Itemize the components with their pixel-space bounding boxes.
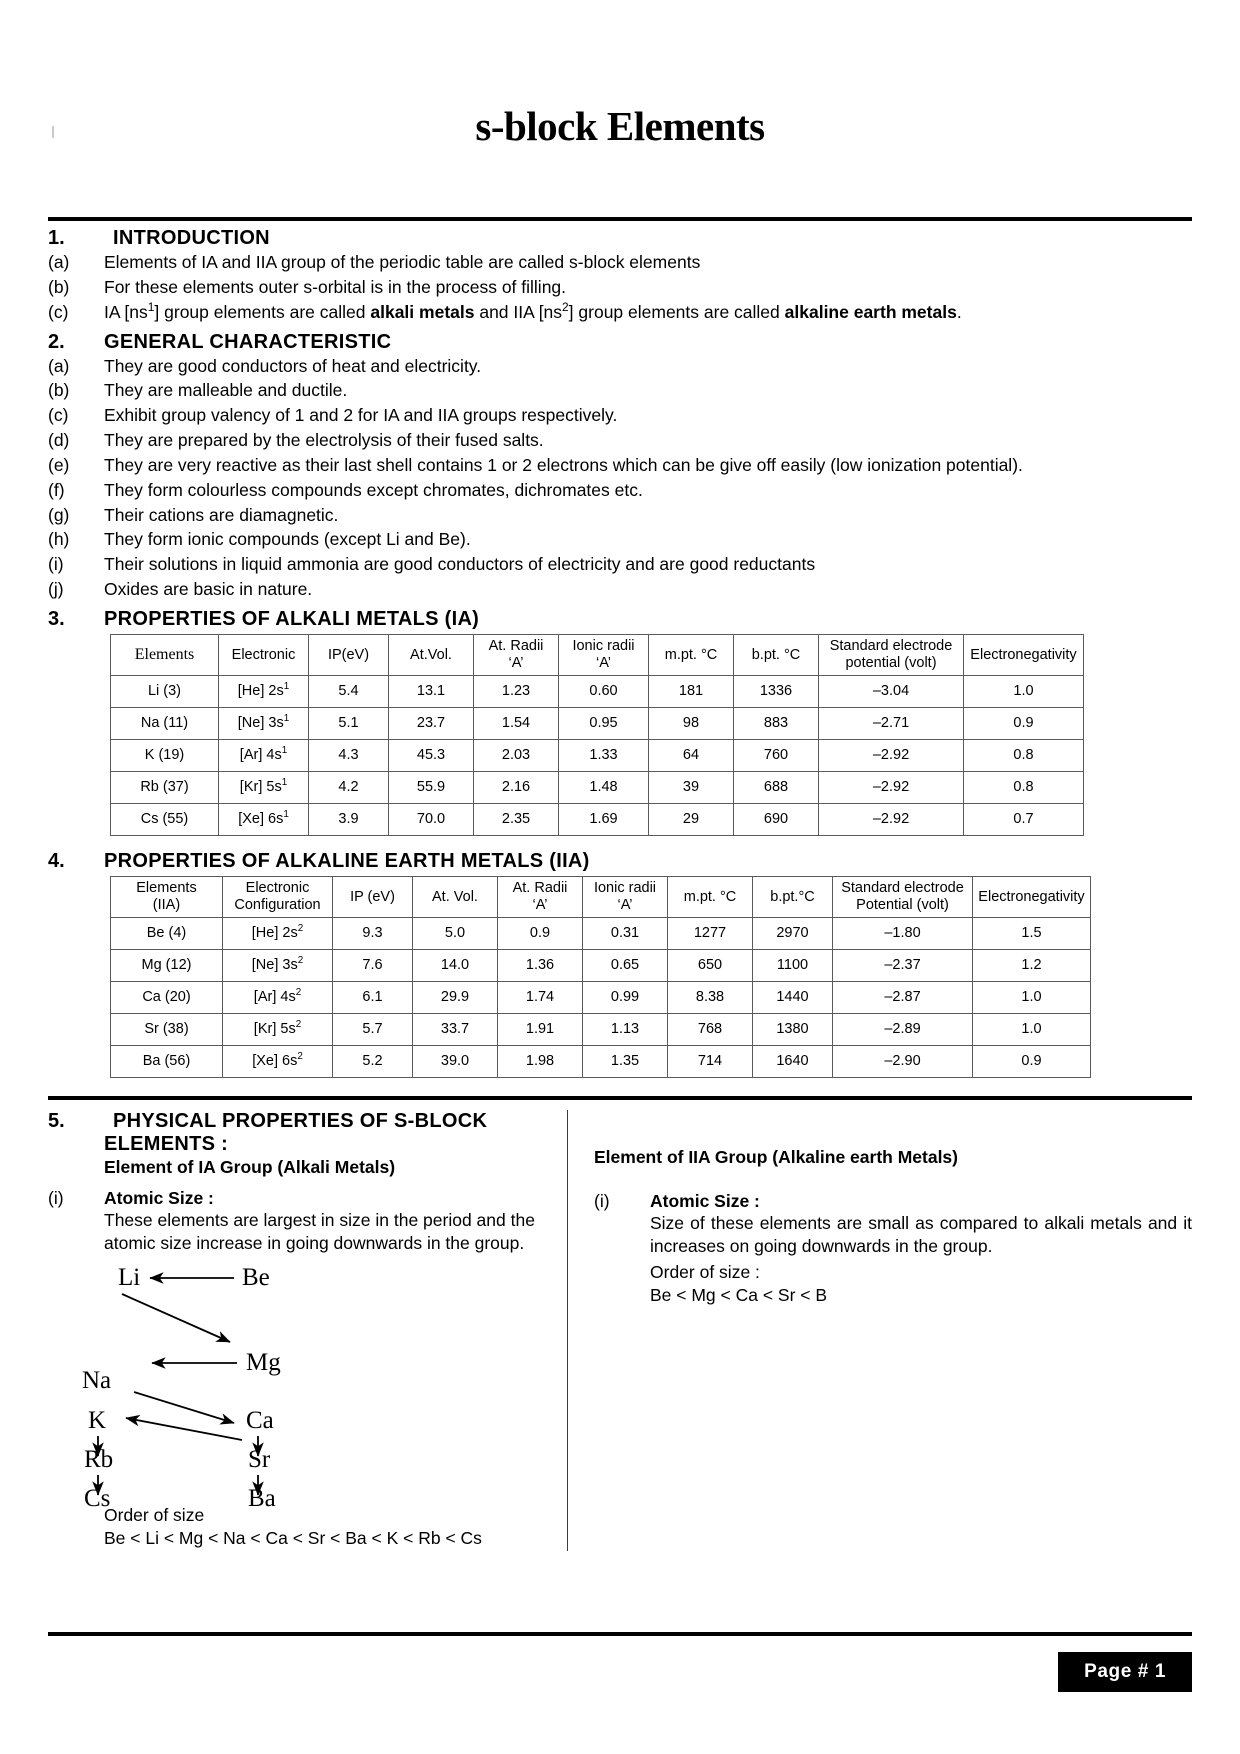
col-header-electronegativity: Electronegativity xyxy=(973,877,1091,918)
cell-electronegativity: 0.8 xyxy=(964,772,1084,804)
footer-divider xyxy=(48,1632,1192,1636)
list-item-text: They are good conductors of heat and electricity. xyxy=(104,355,482,376)
cell-melting-point: 29 xyxy=(649,804,734,836)
label-mg: Mg xyxy=(246,1348,281,1376)
table-body xyxy=(111,918,1091,1078)
list-item-text: Their solutions in liquid ammonia are good conductors of electricity and are good reductants xyxy=(104,554,816,575)
col-header-atomic-volume: At.Vol. xyxy=(389,634,474,675)
list-item-marker: (b) xyxy=(48,276,70,297)
cell-element: Ba (56) xyxy=(111,1046,223,1078)
cell-atomic-volume: 29.9 xyxy=(413,982,498,1014)
table-row xyxy=(111,950,1091,982)
config-base: [Xe] 6s xyxy=(238,811,284,828)
cell-electronegativity: 0.7 xyxy=(964,804,1084,836)
text-part: ] group elements are called xyxy=(568,301,785,322)
alkali-table-wrapper xyxy=(48,634,1192,836)
table-row xyxy=(111,804,1084,836)
cell-ionic-radii: 1.35 xyxy=(583,1046,668,1078)
list-item xyxy=(48,250,1192,275)
cell-melting-point: 1277 xyxy=(668,918,753,950)
header-line2: Configuration xyxy=(234,897,321,914)
list-item xyxy=(48,478,1192,503)
arrow-ca-to-k xyxy=(126,1418,242,1440)
list-item xyxy=(48,378,1192,403)
cell-element: Li (3) xyxy=(111,676,219,708)
list-item-text: They form ionic compounds (except Li and Be). xyxy=(104,529,471,550)
cell-ionic-radii: 1.13 xyxy=(583,1014,668,1046)
cell-electronic-configuration xyxy=(223,918,333,950)
table-alkaline-earth-metals xyxy=(110,876,1091,1078)
list-item-marker: (e) xyxy=(48,454,70,475)
cell-electronegativity: 1.2 xyxy=(973,950,1091,982)
cell-element: Mg (12) xyxy=(111,950,223,982)
cell-element: K (19) xyxy=(111,740,219,772)
cell-atomic-radii: 1.54 xyxy=(474,708,559,740)
cell-ip: 5.7 xyxy=(333,1014,413,1046)
list-item-marker: (h) xyxy=(48,529,70,550)
cell-ip: 9.3 xyxy=(333,918,413,950)
cell-ip: 4.2 xyxy=(309,772,389,804)
text-part: . xyxy=(956,301,962,322)
cell-ip: 3.9 xyxy=(309,804,389,836)
superscript: 1 xyxy=(147,299,155,314)
order-label: Order of size : xyxy=(650,1261,760,1282)
section-number: 4. xyxy=(48,850,65,873)
header-line1: Standard electrode xyxy=(829,637,953,654)
page-number-badge: Page # 1 xyxy=(1058,1652,1192,1692)
table-header-row xyxy=(111,634,1084,675)
header-line1: At. Radii xyxy=(512,880,568,897)
header-line1: Electronic xyxy=(245,880,310,897)
config-superscript: 1 xyxy=(281,777,288,789)
list-item xyxy=(48,354,1192,379)
item-marker: (i) xyxy=(48,1188,64,1209)
cell-ionic-radii: 1.69 xyxy=(559,804,649,836)
cell-standard-electrode-potential: –2.71 xyxy=(819,708,964,740)
cell-ionic-radii: 1.33 xyxy=(559,740,649,772)
cell-melting-point: 650 xyxy=(668,950,753,982)
cell-boiling-point: 690 xyxy=(734,804,819,836)
config-superscript: 2 xyxy=(297,955,304,967)
label-rb: Rb xyxy=(84,1445,114,1473)
label-ba: Ba xyxy=(248,1484,276,1512)
text-part: IA [ns xyxy=(104,301,148,322)
cell-boiling-point: 1380 xyxy=(753,1014,833,1046)
cell-electronic-configuration xyxy=(223,950,333,982)
list-item-marker: (i) xyxy=(48,554,64,575)
cell-atomic-volume: 23.7 xyxy=(389,708,474,740)
list-item-marker: (j) xyxy=(48,579,64,600)
physical-properties-right-column xyxy=(568,1110,1192,1551)
cell-element: Be (4) xyxy=(111,918,223,950)
item-paragraph: Size of these elements are small as compared to alkali metals and it increases on going downwards in the group. xyxy=(650,1213,1192,1257)
cell-atomic-radii: 1.98 xyxy=(498,1046,583,1078)
cell-atomic-radii: 2.16 xyxy=(474,772,559,804)
cell-standard-electrode-potential: –2.87 xyxy=(833,982,973,1014)
ia-group-heading: Element of IA Group (Alkali Metals) xyxy=(104,1157,396,1178)
config-superscript: 2 xyxy=(297,1051,303,1063)
col-header-elements xyxy=(111,877,223,918)
cell-electronegativity: 1.0 xyxy=(973,1014,1091,1046)
text-part: ] group elements are called xyxy=(154,301,371,322)
arrow-li-to-mg xyxy=(122,1294,230,1342)
cell-boiling-point: 688 xyxy=(734,772,819,804)
item-title: Atomic Size : xyxy=(104,1188,214,1209)
bold-term-alkali-metals: alkali metals xyxy=(370,301,475,322)
col-header-melting-point: m.pt. °C xyxy=(649,634,734,675)
cell-atomic-radii: 1.91 xyxy=(498,1014,583,1046)
list-item-marker: (c) xyxy=(48,301,69,322)
atomic-size-item-iia xyxy=(594,1191,1192,1308)
diagram-arrows xyxy=(98,1278,258,1495)
config-base: [Ne] 3s xyxy=(237,715,284,732)
cell-atomic-radii: 1.36 xyxy=(498,950,583,982)
item-body xyxy=(650,1191,1192,1308)
section-title: PROPERTIES OF ALKALI METALS (IA) xyxy=(104,607,480,630)
table-row xyxy=(111,772,1084,804)
section-title-line2: ELEMENTS : xyxy=(104,1133,229,1156)
header-line1: Standard electrode xyxy=(841,880,964,897)
diagonal-relationship-svg xyxy=(82,1260,522,1512)
list-item-marker: (f) xyxy=(48,479,65,500)
cell-ip: 5.4 xyxy=(309,676,389,708)
cell-atomic-volume: 5.0 xyxy=(413,918,498,950)
section-number: 3. xyxy=(48,607,65,630)
list-item-marker: (c) xyxy=(48,405,69,426)
cell-element: Sr (38) xyxy=(111,1014,223,1046)
diagram-labels xyxy=(82,1264,281,1512)
cell-electronegativity: 1.0 xyxy=(964,676,1084,708)
list-item xyxy=(48,527,1192,552)
cell-electronic-configuration xyxy=(219,740,309,772)
header-line2: ‘A’ xyxy=(595,655,612,672)
cell-ionic-radii: 0.95 xyxy=(559,708,649,740)
col-header-boiling-point: b.pt. °C xyxy=(734,634,819,675)
label-be: Be xyxy=(242,1263,270,1291)
label-na: Na xyxy=(82,1366,112,1394)
cell-electronic-configuration xyxy=(219,676,309,708)
cell-element: Rb (37) xyxy=(111,772,219,804)
cell-melting-point: 181 xyxy=(649,676,734,708)
col-header-melting-point: m.pt. °C xyxy=(668,877,753,918)
general-characteristic-list xyxy=(48,354,1192,602)
header-line2: ‘A’ xyxy=(617,897,633,914)
list-item xyxy=(48,503,1192,528)
label-sr: Sr xyxy=(248,1445,271,1473)
cell-standard-electrode-potential: –1.80 xyxy=(833,918,973,950)
config-superscript: 1 xyxy=(283,809,289,821)
config-superscript: 2 xyxy=(295,987,302,999)
col-header-elements: Elements xyxy=(111,634,219,675)
page-artifact-mark xyxy=(52,126,54,138)
config-base: [Ar] 4s xyxy=(253,989,296,1006)
col-header-ionic-radii xyxy=(559,634,649,675)
list-item-text: They are very reactive as their last shell contains 1 or 2 electrons which can be give off easily (low ionization potential). xyxy=(104,454,1023,475)
label-li: Li xyxy=(118,1263,141,1291)
cell-boiling-point: 2970 xyxy=(753,918,833,950)
item-paragraph: These elements are largest in size in the period and the atomic size increase in going downwards in the group. xyxy=(104,1210,535,1254)
config-superscript: 2 xyxy=(295,1019,302,1031)
cell-atomic-volume: 13.1 xyxy=(389,676,474,708)
list-item-text: For these elements outer s-orbital is in the process of filling. xyxy=(104,276,567,297)
cell-melting-point: 714 xyxy=(668,1046,753,1078)
list-item xyxy=(48,577,1192,602)
cell-standard-electrode-potential: –2.92 xyxy=(819,740,964,772)
cell-element: Ca (20) xyxy=(111,982,223,1014)
cell-boiling-point: 1336 xyxy=(734,676,819,708)
iia-group-heading: Element of IIA Group (Alkaline earth Metals) xyxy=(594,1147,958,1168)
cell-atomic-volume: 55.9 xyxy=(389,772,474,804)
cell-electronic-configuration xyxy=(223,1014,333,1046)
cell-atomic-volume: 33.7 xyxy=(413,1014,498,1046)
header-line1: Ionic radii xyxy=(593,880,657,897)
label-k: K xyxy=(88,1406,107,1434)
cell-electronic-configuration xyxy=(223,1046,333,1078)
cell-standard-electrode-potential: –2.92 xyxy=(819,772,964,804)
atomic-size-item-ia xyxy=(48,1188,553,1256)
cell-melting-point: 98 xyxy=(649,708,734,740)
label-ca: Ca xyxy=(246,1406,274,1434)
cell-ip: 7.6 xyxy=(333,950,413,982)
order-of-size-ia xyxy=(48,1504,553,1551)
table-row xyxy=(111,740,1084,772)
list-item-marker: (g) xyxy=(48,504,70,525)
col-header-atomic-volume: At. Vol. xyxy=(413,877,498,918)
cell-ip: 5.2 xyxy=(333,1046,413,1078)
section-title: GENERAL CHARACTERISTIC xyxy=(104,330,392,353)
cell-ionic-radii: 1.48 xyxy=(559,772,649,804)
list-item-text: Oxides are basic in nature. xyxy=(104,579,313,600)
list-item-marker: (a) xyxy=(48,355,70,376)
config-base: [He] 2s xyxy=(251,925,298,942)
header-line1: At. Radii xyxy=(488,637,544,654)
bold-term-alkaline-earth-metals: alkaline earth metals xyxy=(784,301,957,322)
col-header-ionic-radii xyxy=(583,877,668,918)
cell-boiling-point: 1440 xyxy=(753,982,833,1014)
cell-element: Na (11) xyxy=(111,708,219,740)
section-heading-general-characteristic xyxy=(48,331,1192,354)
cell-electronegativity: 1.5 xyxy=(973,918,1091,950)
cell-atomic-radii: 2.03 xyxy=(474,740,559,772)
cell-boiling-point: 1640 xyxy=(753,1046,833,1078)
table-alkali-metals xyxy=(110,634,1084,836)
cell-standard-electrode-potential: –3.04 xyxy=(819,676,964,708)
section5-divider xyxy=(48,1096,1192,1100)
list-item-text: They are prepared by the electrolysis of their fused salts. xyxy=(104,430,544,451)
order-label: Order of size xyxy=(104,1504,205,1525)
list-item xyxy=(48,453,1192,478)
col-header-boiling-point: b.pt.°C xyxy=(753,877,833,918)
cell-atomic-volume: 70.0 xyxy=(389,804,474,836)
header-line1: Ionic radii xyxy=(572,637,635,654)
cell-electronegativity: 0.9 xyxy=(973,1046,1091,1078)
table-row xyxy=(111,1014,1091,1046)
label-cs: Cs xyxy=(84,1484,111,1512)
col-header-standard-electrode-potential xyxy=(819,634,964,675)
list-item-text: They form colourless compounds except chromates, dichromates etc. xyxy=(104,479,643,500)
section-title-line1: PHYSICAL PROPERTIES OF S-BLOCK xyxy=(113,1110,488,1133)
cell-atomic-volume: 45.3 xyxy=(389,740,474,772)
cell-element: Cs (55) xyxy=(111,804,219,836)
cell-atomic-radii: 1.74 xyxy=(498,982,583,1014)
arrow-na-to-ca xyxy=(134,1392,234,1423)
cell-electronic-configuration xyxy=(223,982,333,1014)
item-marker: (i) xyxy=(594,1191,610,1212)
cell-standard-electrode-potential: –2.89 xyxy=(833,1014,973,1046)
cell-electronegativity: 1.0 xyxy=(973,982,1091,1014)
item-title: Atomic Size : xyxy=(650,1191,760,1212)
cell-melting-point: 64 xyxy=(649,740,734,772)
cell-melting-point: 8.38 xyxy=(668,982,753,1014)
header-line2: (IIA) xyxy=(152,897,181,914)
list-item-marker: (d) xyxy=(48,430,70,451)
cell-boiling-point: 883 xyxy=(734,708,819,740)
superscript: 2 xyxy=(562,299,569,314)
header-line2: ‘A’ xyxy=(508,655,524,672)
list-item xyxy=(48,552,1192,577)
col-header-atomic-radii xyxy=(474,634,559,675)
atomic-size-diagram-ia xyxy=(82,1260,553,1512)
table-row xyxy=(111,676,1084,708)
cell-electronegativity: 0.8 xyxy=(964,740,1084,772)
section-heading-introduction xyxy=(48,227,1192,250)
cell-atomic-volume: 14.0 xyxy=(413,950,498,982)
section-number: 5. xyxy=(48,1110,65,1133)
section-heading-physical-properties xyxy=(48,1110,553,1133)
alkaline-table-wrapper xyxy=(48,876,1192,1078)
page-title: s-block Elements xyxy=(475,103,765,149)
cell-melting-point: 768 xyxy=(668,1014,753,1046)
cell-standard-electrode-potential: –2.37 xyxy=(833,950,973,982)
col-header-ip: IP (eV) xyxy=(333,877,413,918)
section-number: 2. xyxy=(48,330,65,353)
cell-atomic-radii: 1.23 xyxy=(474,676,559,708)
config-superscript: 2 xyxy=(297,923,304,935)
list-item-marker: (a) xyxy=(48,252,70,272)
physical-properties-left-column xyxy=(48,1110,568,1551)
cell-ionic-radii: 0.31 xyxy=(583,918,668,950)
cell-boiling-point: 760 xyxy=(734,740,819,772)
config-base: [Kr] 5s xyxy=(253,1021,296,1038)
list-item-text: Exhibit group valency of 1 and 2 for IA and IIA groups respectively. xyxy=(104,405,618,426)
col-header-ip: IP(eV) xyxy=(309,634,389,675)
list-item xyxy=(48,403,1192,428)
config-base: [Xe] 6s xyxy=(252,1053,298,1070)
col-header-electronegativity: Electronegativity xyxy=(964,634,1084,675)
header-line2: potential (volt) xyxy=(845,655,937,672)
cell-atomic-radii: 0.9 xyxy=(498,918,583,950)
cell-electronic-configuration xyxy=(219,772,309,804)
section-title: PROPERTIES OF ALKALINE EARTH METALS (IIA) xyxy=(104,850,590,873)
table-row xyxy=(111,1046,1091,1078)
cell-ionic-radii: 0.65 xyxy=(583,950,668,982)
text-part: and IIA [ns xyxy=(474,301,563,322)
table-row xyxy=(111,982,1091,1014)
table-row xyxy=(111,708,1084,740)
list-item-text-rich xyxy=(104,300,1192,325)
header-line2: Potential (volt) xyxy=(856,897,949,914)
col-header-atomic-radii xyxy=(498,877,583,918)
config-base: [Ar] 4s xyxy=(239,747,282,764)
header-line1: Elements xyxy=(136,880,197,897)
top-divider xyxy=(48,217,1192,221)
cell-electronegativity: 0.9 xyxy=(964,708,1084,740)
config-superscript: 1 xyxy=(283,681,290,693)
table-header-row xyxy=(111,877,1091,918)
list-item xyxy=(48,275,1192,300)
cell-melting-point: 39 xyxy=(649,772,734,804)
section-heading-alkali-properties xyxy=(48,608,1192,631)
col-header-electronic: Electronic xyxy=(219,634,309,675)
section-title: INTRODUCTION xyxy=(113,227,270,249)
cell-ip: 6.1 xyxy=(333,982,413,1014)
cell-ip: 5.1 xyxy=(309,708,389,740)
cell-boiling-point: 1100 xyxy=(753,950,833,982)
col-header-electronic-configuration xyxy=(223,877,333,918)
cell-electronic-configuration xyxy=(219,804,309,836)
config-superscript: 1 xyxy=(281,745,288,757)
cell-electronic-configuration xyxy=(219,708,309,740)
cell-atomic-volume: 39.0 xyxy=(413,1046,498,1078)
list-item xyxy=(48,428,1192,453)
header-line2: ‘A’ xyxy=(532,897,548,914)
list-item xyxy=(48,300,1192,325)
item-body xyxy=(104,1188,553,1256)
physical-properties-block xyxy=(48,1110,1192,1551)
config-base: [Ne] 3s xyxy=(251,957,298,974)
table-body xyxy=(111,676,1084,836)
table-row xyxy=(111,918,1091,950)
config-base: [He] 2s xyxy=(237,683,284,700)
section-number: 1. xyxy=(48,227,65,249)
config-base: [Kr] 5s xyxy=(239,779,282,796)
section-heading-alkaline-earth-properties xyxy=(48,850,1192,873)
cell-atomic-radii: 2.35 xyxy=(474,804,559,836)
cell-standard-electrode-potential: –2.92 xyxy=(819,804,964,836)
order-value: Be < Mg < Ca < Sr < B xyxy=(650,1285,828,1306)
cell-ionic-radii: 0.99 xyxy=(583,982,668,1014)
col-header-standard-electrode-potential xyxy=(833,877,973,918)
cell-standard-electrode-potential: –2.90 xyxy=(833,1046,973,1078)
list-item-marker: (b) xyxy=(48,380,70,401)
list-item-text: Their cations are diamagnetic. xyxy=(104,504,339,525)
list-item-text: They are malleable and ductile. xyxy=(104,380,348,401)
config-superscript: 1 xyxy=(283,713,290,725)
cell-ip: 4.3 xyxy=(309,740,389,772)
list-item-text: Elements of IA and IIA group of the periodic table are called s-block elements xyxy=(104,252,701,272)
cell-ionic-radii: 0.60 xyxy=(559,676,649,708)
order-value: Be < Li < Mg < Na < Ca < Sr < Ba < K < Rb < Cs xyxy=(104,1528,482,1549)
